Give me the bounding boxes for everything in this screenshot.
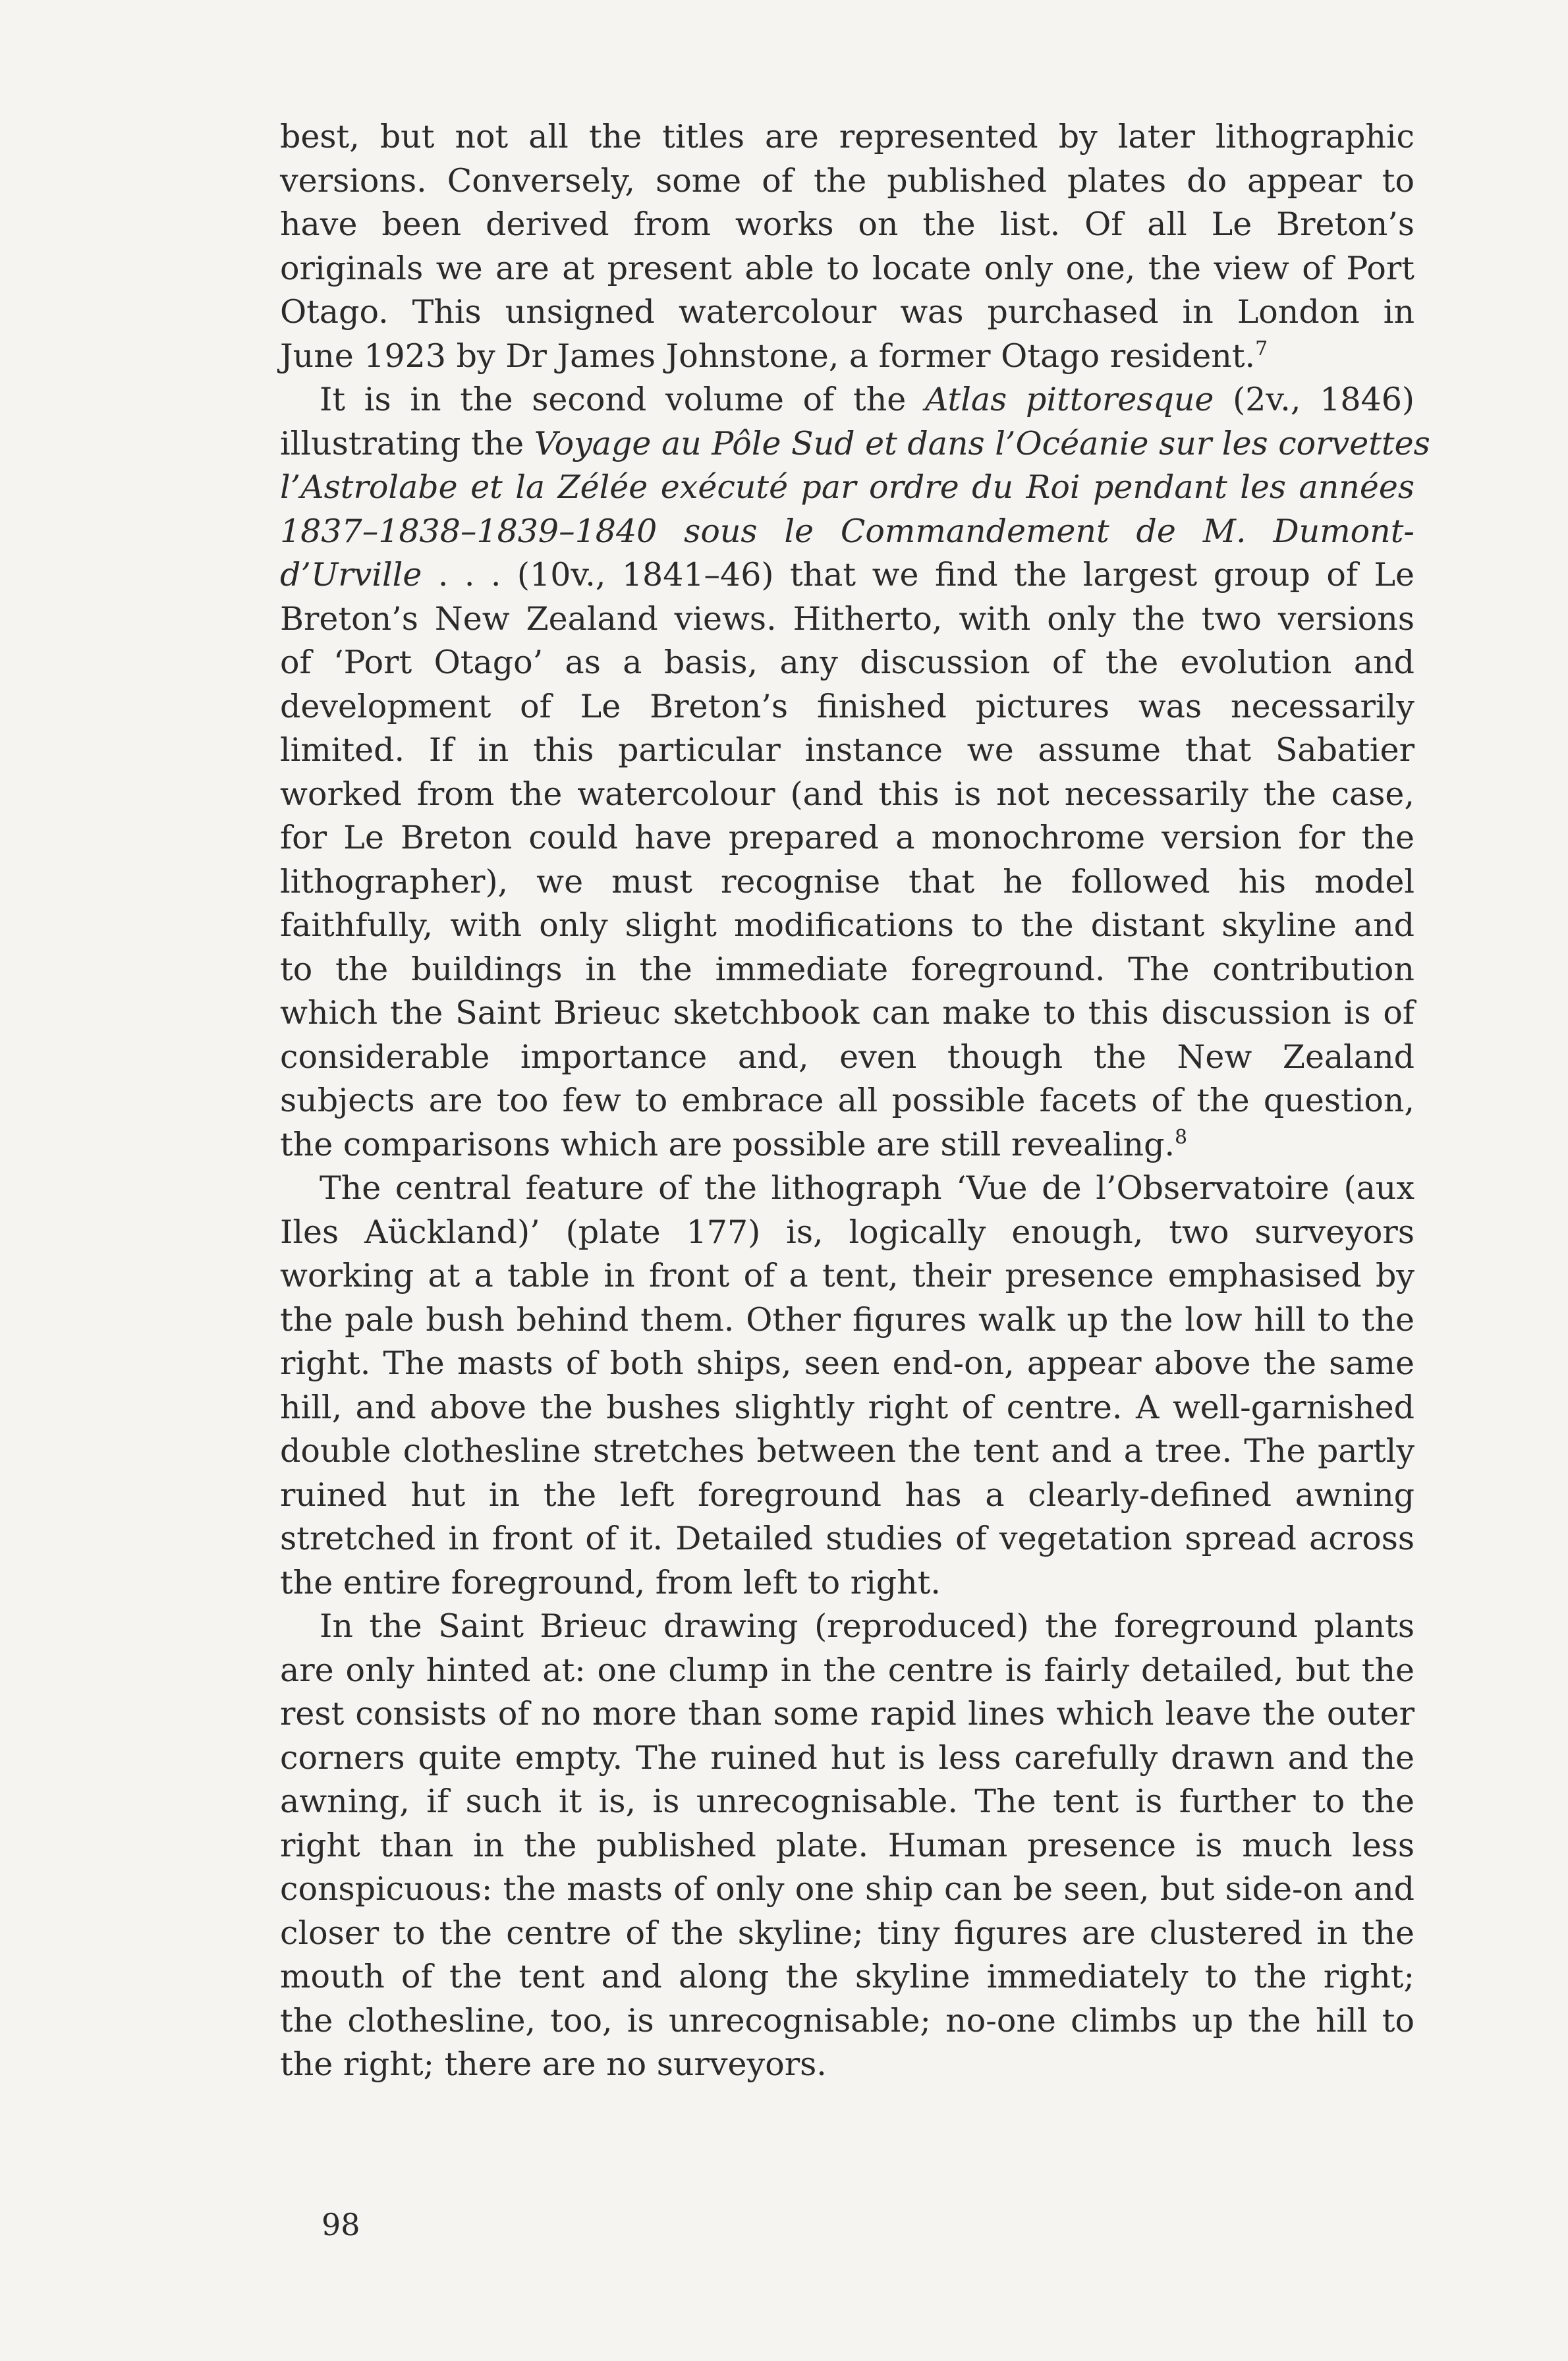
text-segment: (2v., 1846) bbox=[1214, 381, 1415, 418]
paragraph-3 bbox=[280, 1167, 1414, 1605]
text-line bbox=[280, 378, 1414, 422]
body-text bbox=[280, 115, 1430, 2087]
text-line: corners quite empty. The ruined hut is less carefully drawn and the bbox=[280, 1738, 1414, 1777]
text-line bbox=[280, 422, 1430, 466]
text-line: ruined hut in the left foreground has a clearly-defined awning bbox=[280, 1476, 1414, 1514]
text-line: Otago. This unsigned watercolour was purchased in London in bbox=[280, 293, 1414, 331]
text-line: the entire foreground, from left to right. bbox=[280, 1563, 941, 1601]
text-line: to the buildings in the immediate foreground. The contribution bbox=[280, 950, 1414, 988]
text-line: In the Saint Brieuc drawing (reproduced) the foreground plants bbox=[320, 1607, 1414, 1645]
text-line bbox=[280, 335, 1414, 379]
paragraph-4 bbox=[280, 1605, 1414, 2087]
text-line: The central feature of the lithograph ‘Vue de l’Observatoire (aux bbox=[320, 1169, 1414, 1207]
text-line: double clothesline stretches between the tent and a tree. The partly bbox=[280, 1432, 1414, 1470]
text-line: faithfully, with only slight modifications to the distant skyline and bbox=[280, 906, 1414, 944]
book-title: Voyage au Pôle Sud et dans l’Océanie sur les corvettes bbox=[534, 424, 1430, 462]
text-line: rest consists of no more than some rapid lines which leave the outer bbox=[280, 1695, 1414, 1733]
text-line: awning, if such it is, is unrecognisable. The tent is further to the bbox=[280, 1783, 1414, 1820]
text-line: limited. If in this particular instance we assume that Sabatier bbox=[280, 731, 1414, 769]
text-line: mouth of the tent and along the skyline immediately to the right; bbox=[280, 1958, 1414, 1995]
text-line: Iles Aückland)’ (plate 177) is, logically enough, two surveyors bbox=[280, 1213, 1414, 1251]
text-line: lithographer), we must recognise that he followed his model bbox=[280, 862, 1414, 901]
text-line: right than in the published plate. Human presence is much less bbox=[280, 1826, 1414, 1864]
text-line bbox=[280, 466, 1414, 510]
text-line: right. The masts of both ships, seen end-on, appear above the same bbox=[280, 1345, 1414, 1382]
book-title: d’Urville bbox=[280, 556, 422, 594]
text-line: originals we are at present able to locate only one, the view of Port bbox=[280, 249, 1414, 287]
text-line bbox=[280, 553, 1414, 597]
text-line: conspicuous: the masts of only one ship can be seen, but side-on and bbox=[280, 1870, 1414, 1908]
text-line: versions. Conversely, some of the published plates do appear to bbox=[280, 161, 1414, 200]
text-line: considerable importance and, even though the New Zealand bbox=[280, 1038, 1414, 1076]
text-segment: the comparisons which are possible are still revealing. bbox=[280, 1125, 1175, 1163]
text-line: closer to the centre of the skyline; tiny figures are clustered in the bbox=[280, 1914, 1414, 1952]
text-segment: June 1923 by Dr James Johnstone, a former Otago resident. bbox=[280, 337, 1256, 375]
page-number: 98 bbox=[322, 2207, 360, 2242]
text-line: for Le Breton could have prepared a monochrome version for the bbox=[280, 819, 1414, 856]
text-segment: It is in the second volume of the bbox=[320, 381, 925, 418]
text-line bbox=[280, 510, 1414, 554]
text-line: have been derived from works on the list. Of all Le Breton’s bbox=[280, 206, 1414, 243]
paragraph-2 bbox=[280, 378, 1430, 1167]
text-line: working at a table in front of a tent, their presence emphasised by bbox=[280, 1257, 1414, 1294]
book-title: Atlas pittoresque bbox=[925, 381, 1214, 418]
footnote-ref-8[interactable]: 8 bbox=[1175, 1125, 1188, 1149]
text-line: are only hinted at: one clump in the centre is fairly detailed, but the bbox=[280, 1651, 1414, 1689]
text-line: of ‘Port Otago’ as a basis, any discussion of the evolution and bbox=[280, 644, 1414, 681]
text-line: the clothesline, too, is unrecognisable; no-one climbs up the hill to bbox=[280, 2001, 1414, 2040]
text-line: subjects are too few to embrace all possible facets of the question, bbox=[280, 1082, 1414, 1119]
text-line: which the Saint Brieuc sketchbook can make to this discussion is of bbox=[280, 994, 1414, 1032]
paragraph-1 bbox=[280, 115, 1414, 378]
text-line: the pale bush behind them. Other figures walk up the low hill to the bbox=[280, 1300, 1414, 1339]
text-line: development of Le Breton’s finished pictures was necessarily bbox=[280, 687, 1414, 725]
text-line: hill, and above the bushes slightly right of centre. A well-garnished bbox=[280, 1388, 1414, 1426]
text-line: worked from the watercolour (and this is not necessarily the case, bbox=[280, 775, 1414, 813]
book-title: 1837–1838–1839–1840 sous le Commandement de M. Dumont- bbox=[280, 512, 1414, 550]
text-line: stretched in front of it. Detailed studies of vegetation spread across bbox=[280, 1520, 1414, 1557]
footnote-ref-7[interactable]: 7 bbox=[1255, 337, 1268, 360]
text-segment: illustrating the bbox=[280, 424, 534, 462]
text-line: Breton’s New Zealand views. Hitherto, with only the two versions bbox=[280, 599, 1414, 638]
text-line: the right; there are no surveyors. bbox=[280, 2045, 827, 2083]
text-line bbox=[280, 1123, 1414, 1167]
book-title: l’Astrolabe et la Zélée exécuté par ordre du Roi pendant les années bbox=[280, 468, 1414, 506]
text-line: best, but not all the titles are represented by later lithographic bbox=[280, 118, 1414, 155]
text-segment: . . . (10v., 1841–46) that we find the largest group of Le bbox=[422, 556, 1414, 594]
